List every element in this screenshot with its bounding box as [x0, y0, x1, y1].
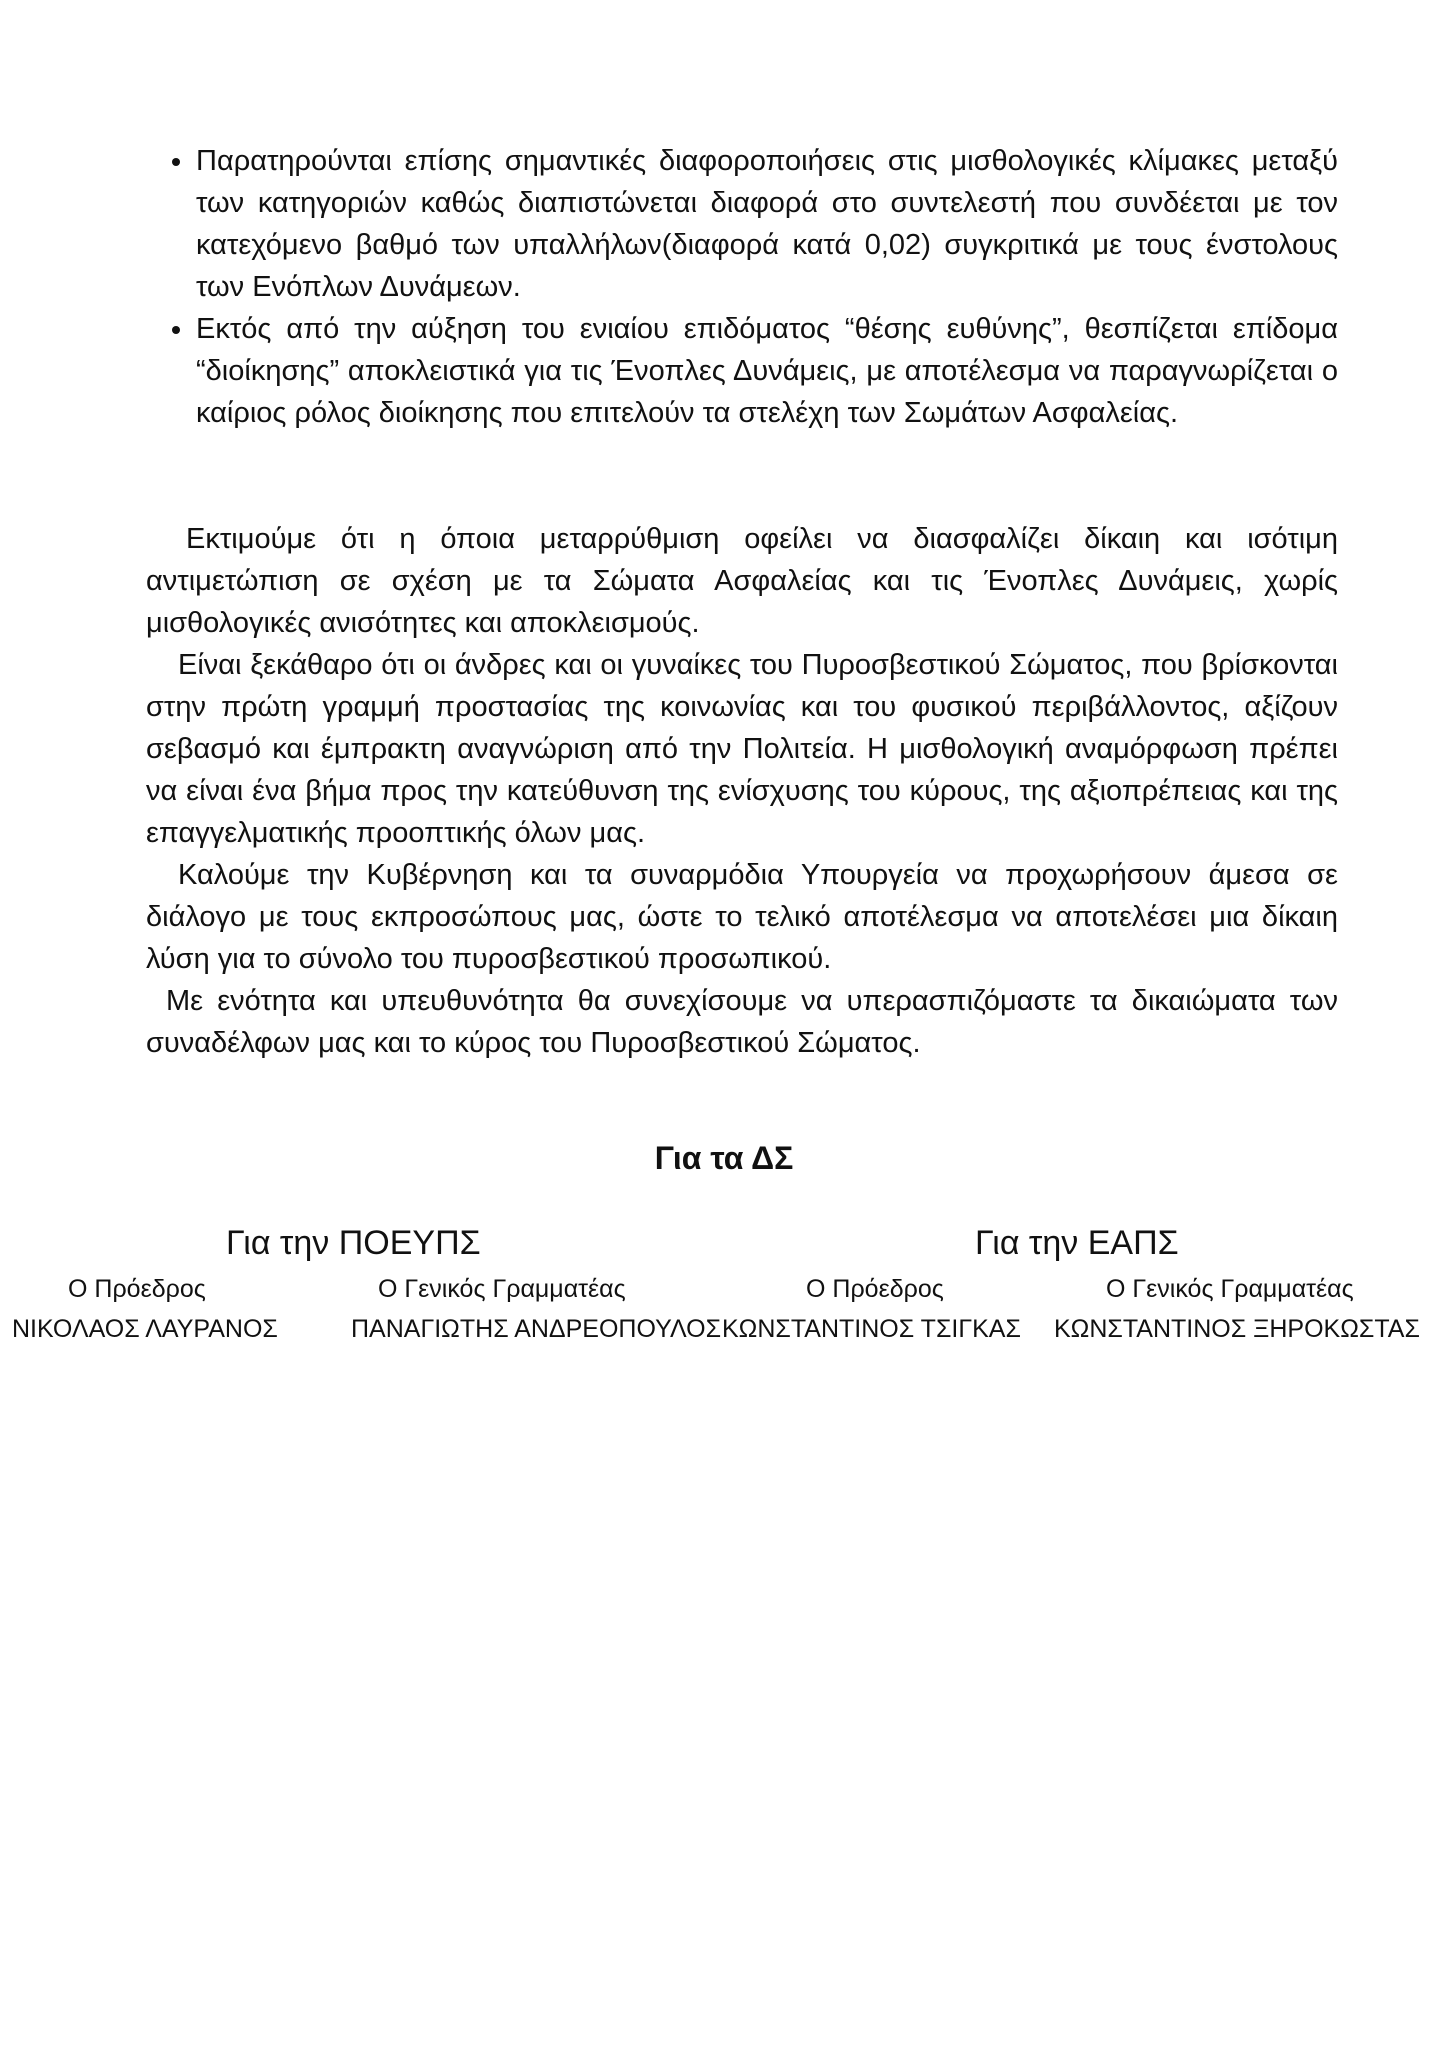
paragraph: Με ενότητα και υπευθυνότητα θα συνεχίσουμε να υπερασπιζόμαστε τα δικαιώματα των συναδέλφων μας και το κύρος του Πυροσβεστικού Σώματος. — [146, 985, 1338, 1059]
left-secretary-name: ΠΑΝΑΓΙΩΤΗΣ ΑΝΔΡΕΟΠΟΥΛΟΣ — [351, 1315, 722, 1343]
bullet-list — [146, 140, 1338, 434]
right-president-name: ΚΩΝΣΤΑΝΤΙΝΟΣ ΤΣΙΓΚΑΣ — [722, 1315, 1021, 1343]
bullet-text: Παρατηρούνται επίσης σημαντικές διαφοροποιήσεις στις μισθολογικές κλίμακες μεταξύ των κατηγοριών καθώς διαπιστώνεται διαφορά στο συντελεστή που συνδέεται με τον κατεχόμενο βαθμό των υπαλλήλων(διαφορά κατά 0,02) συγκριτικά με τους ένστολους των Ενόπλων Δυνάμεων. — [196, 145, 1338, 303]
right-president-role: Ο Πρόεδρος — [806, 1275, 944, 1303]
body-paragraphs — [146, 518, 1338, 1064]
paragraph: Καλούμε την Κυβέρνηση και τα συναρμόδια Υπουργεία να προχωρήσουν άμεσα σε διάλογο με τους εκπροσώπους μας, ώστε το τελικό αποτέλεσμα να αποτελέσει μια δίκαιη λύση για το σύνολο του πυροσβεστικού προσωπικού. — [146, 859, 1338, 975]
bullet-text: Εκτός από την αύξηση του ενιαίου επιδόματος “θέσης ευθύνης”, θεσπίζεται επίδομα “διοίκησης” αποκλειστικά για τις Ένοπλες Δυνάμεις, με αποτέλεσμα να παραγνωρίζεται ο καίριος ρόλος διοίκησης που επιτελούν τα στελέχη των Σωμάτων Ασφαλείας. — [196, 313, 1338, 429]
left-president-role: Ο Πρόεδρος — [68, 1275, 206, 1303]
paragraph: Είναι ξεκάθαρο ότι οι άνδρες και οι γυναίκες του Πυροσβεστικού Σώματος, που βρίσκονται στην πρώτη γραμμή προστασίας της κοινωνίας και του φυσικού περιβάλλοντος, αξίζουν σεβασμό και έμπρακτη αναγνώριση από την Πολιτεία. Η μισθολογική αναμόρφωση πρέπει να είναι ένα βήμα προς την κατεύθυνση της ενίσχυσης του κύρους, της αξιοπρέπειας και της επαγγελματικής προοπτικής όλων μας. — [146, 649, 1338, 849]
signatures-heading: Για τα ΔΣ — [654, 1140, 794, 1176]
right-org-title: Για την ΕΑΠΣ — [975, 1224, 1179, 1262]
list-item — [146, 308, 1338, 434]
list-item — [146, 140, 1338, 308]
right-secretary-role: Ο Γενικός Γραμματέας — [1106, 1275, 1354, 1303]
bullet-dot-icon — [172, 326, 180, 334]
paragraph: Εκτιμούμε ότι η όποια μεταρρύθμιση οφείλει να διασφαλίζει δίκαιη και ισότιμη αντιμετώπιση σε σχέση με τα Σώματα Ασφαλείας και τις Ένοπλες Δυνάμεις, χωρίς μισθολογικές ανισότητες και αποκλεισμούς. — [146, 523, 1338, 639]
right-secretary-name: ΚΩΝΣΤΑΝΤΙΝΟΣ ΞΗΡΟΚΩΣΤΑΣ — [1054, 1315, 1420, 1343]
left-org-title: Για την ΠΟΕΥΠΣ — [226, 1224, 481, 1262]
left-secretary-role: Ο Γενικός Γραμματέας — [378, 1275, 626, 1303]
left-president-name: ΝΙΚΟΛΑΟΣ ΛΑΥΡΑΝΟΣ — [12, 1315, 278, 1343]
bullet-dot-icon — [172, 158, 180, 166]
